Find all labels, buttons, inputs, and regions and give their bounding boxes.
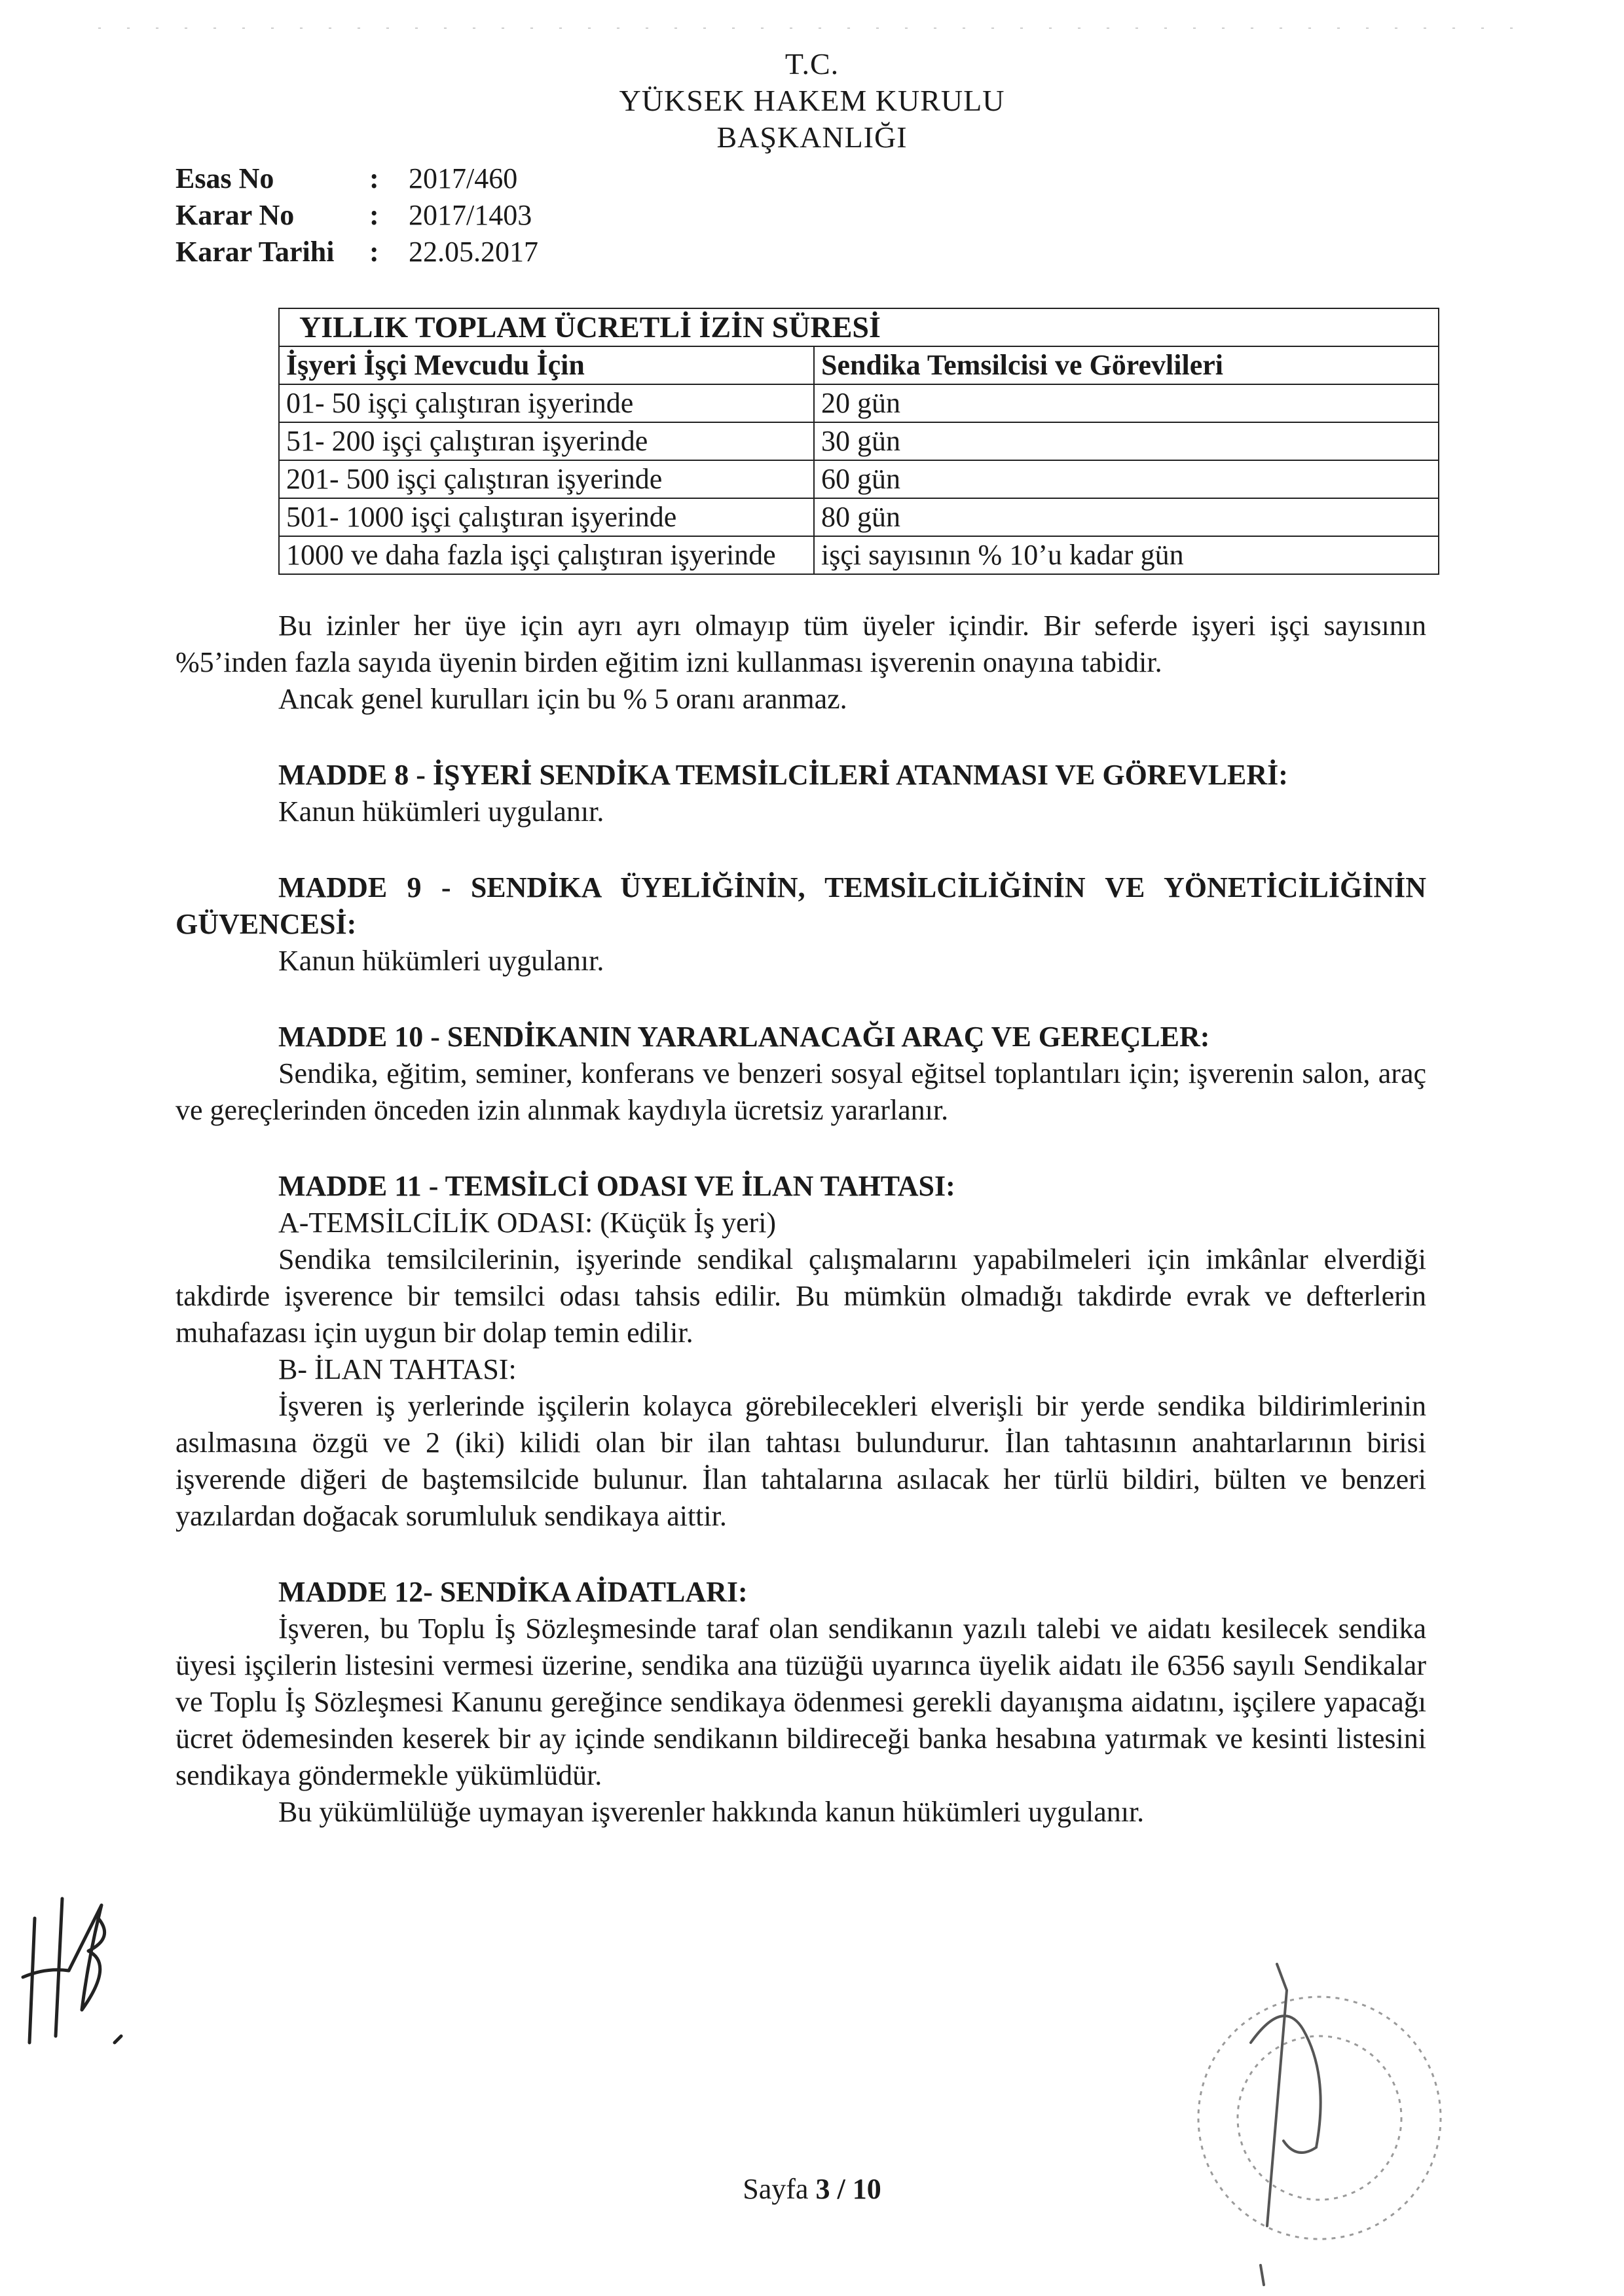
article-11-b-title: B- İLAN TAHTASI: [278, 1353, 517, 1385]
official-stamp-and-signature [1179, 1951, 1454, 2291]
table-cell: 201- 500 işçi çalıştıran işyerinde [279, 460, 814, 498]
meta-label: Karar No [175, 199, 295, 231]
meta-colon: : [369, 199, 379, 231]
table-cell: 60 gün [814, 460, 1439, 498]
page-label: Sayfa [743, 2173, 816, 2205]
table-cell: 01- 50 işçi çalıştıran işyerinde [279, 384, 814, 422]
table-header-cell: Sendika Temsilcisi ve Görevlileri [814, 346, 1439, 384]
meta-label: Esas No [175, 162, 274, 194]
article-11-a-title: A-TEMSİLCİLİK ODASI: (Küçük İş yeri) [278, 1207, 777, 1239]
meta-row-tarih [175, 234, 538, 270]
table-cell: 1000 ve daha fazla işçi çalıştıran işyerinde [279, 536, 814, 574]
meta-value: 2017/460 [409, 162, 518, 194]
table-cell: 20 gün [814, 384, 1439, 422]
table-row [279, 536, 1439, 574]
table-cell: 51- 200 işçi çalıştıran işyerinde [279, 422, 814, 460]
meta-value: 2017/1403 [409, 199, 532, 231]
article-11-heading: MADDE 11 - TEMSİLCİ ODASI VE İLAN TAHTASI: [278, 1170, 955, 1202]
table-row [279, 498, 1439, 536]
scan-artifact-line [98, 26, 1539, 33]
table-row [279, 422, 1439, 460]
article-12-text: İşveren, bu Toplu İş Sözleşmesinde taraf olan sendikanın yazılı talebi ve aidatı kesilecek sendika üyesi işçilerin listesini vermesi üzerine, sendika ana tüzüğü uyarınca üyelik aidatı ile 6356 sayılı Sendikalar ve Toplu İş Sözleşmesi Kanunu gereğince sendikaya ödenmesi gerekli dayanışma aidatını, işçilere yapacağı ücret ödemesinden keserek bir ay içinde sendikanın bildireceği banka hesabına yatırmak ve kesinti listesini sendikaya göndermekle yükümlüdür. [175, 1613, 1426, 1791]
paragraph-general-assembly: Ancak genel kurulları için bu % 5 oranı aranmaz. [278, 683, 847, 715]
handwritten-initials-signature [16, 1879, 147, 2062]
meta-colon: : [369, 236, 379, 268]
table-cell: 501- 1000 işçi çalıştıran işyerinde [279, 498, 814, 536]
article-8-text: Kanun hükümleri uygulanır. [278, 795, 604, 828]
article-8-heading: MADDE 8 - İŞYERİ SENDİKA TEMSİLCİLERİ ATANMASI VE GÖREVLERİ: [278, 759, 1288, 791]
table-title: YILLIK TOPLAM ÜCRETLİ İZİN SÜRESİ [279, 308, 1439, 346]
table-title-row [279, 308, 1439, 346]
case-meta [175, 160, 538, 270]
meta-label: Karar Tarihi [175, 236, 335, 268]
table-header-row [279, 346, 1439, 384]
table-row [279, 384, 1439, 422]
article-11-a-text: Sendika temsilcilerinin, işyerinde sendikal çalışmalarını yapabilmeleri için imkânlar elverdiği takdirde işverence bir temsilci odası tahsis edilir. Bu mümkün olmadığı takdirde evrak ve defterlerin muhafazası için uygun bir dolap temin edilir. [175, 1243, 1426, 1349]
meta-row-esas [175, 160, 538, 197]
header-tc: T.C. [784, 47, 840, 81]
page-number: 3 / 10 [815, 2173, 881, 2205]
article-10-text: Sendika, eğitim, seminer, konferans ve benzeri sosyal eğitsel toplantıları için; işverenin salon, araç ve gereçlerinden önceden izin alınmak kaydıyla ücretsiz yararlanır. [175, 1057, 1426, 1126]
table-row [279, 460, 1439, 498]
table-cell: 30 gün [814, 422, 1439, 460]
meta-colon: : [369, 162, 379, 194]
article-10-heading: MADDE 10 - SENDİKANIN YARARLANACAĞI ARAÇ VE GEREÇLER: [278, 1021, 1210, 1053]
table-cell: 80 gün [814, 498, 1439, 536]
document-body [175, 608, 1426, 1831]
article-9-text: Kanun hükümleri uygulanır. [278, 945, 604, 977]
article-9-heading: MADDE 9 - SENDİKA ÜYELİĞİNİN, TEMSİLCİLİĞİNİN VE YÖNETİCİLİĞİNİN GÜVENCESİ: [175, 871, 1426, 940]
article-12-text-2: Bu yükümlülüğe uymayan işverenler hakkında kanun hükümleri uygulanır. [278, 1796, 1145, 1828]
article-11-b-text: İşveren iş yerlerinde işçilerin kolayca görebilecekleri elverişli bir yerde sendika bildirimlerinin asılmasına özgü ve 2 (iki) kilidi olan bir ilan tahtası bulundurur. İlan tahtasının anahtarlarının birisi işverende diğeri de baştemsilcide bulunur. İlan tahtalarına asılacak her türlü bildiri, bülten ve benzeri yazılardan doğacak sorumluluk sendikaya aittir. [175, 1390, 1426, 1532]
header-presidency: BAŞKANLIĞI [716, 120, 908, 154]
header-court: YÜKSEK HAKEM KURULU [619, 84, 1005, 117]
leave-duration-table [278, 308, 1439, 575]
document-header [0, 46, 1624, 156]
article-12-heading: MADDE 12- SENDİKA AİDATLARI: [278, 1576, 748, 1608]
paragraph-leave-note: Bu izinler her üye için ayrı ayrı olmayıp tüm üyeler içindir. Bir seferde işyeri işçi sayısının %5’inden fazla sayıda üyenin birden eğitim izni kullanması işverenin onayına tabidir. [175, 610, 1426, 678]
meta-row-karar [175, 197, 538, 234]
table-header-cell: İşyeri İşçi Mevcudu İçin [279, 346, 814, 384]
meta-value: 22.05.2017 [409, 236, 538, 268]
page-footer [0, 2172, 1624, 2206]
table-cell: işçi sayısının % 10’u kadar gün [814, 536, 1439, 574]
